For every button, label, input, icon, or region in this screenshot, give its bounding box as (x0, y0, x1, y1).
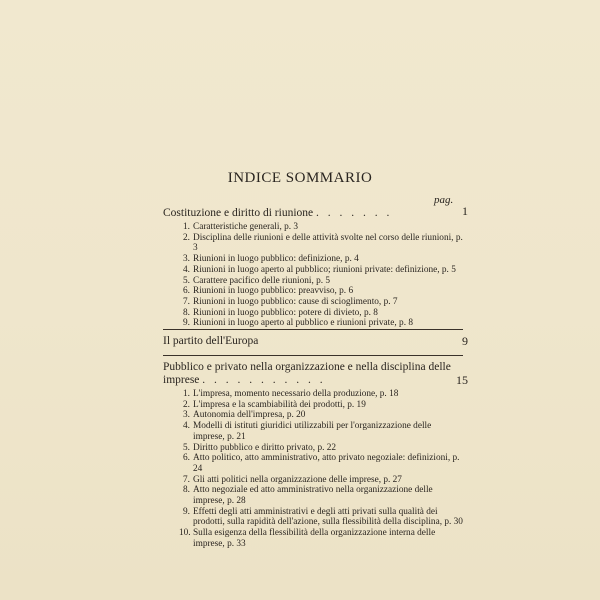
list-item[interactable] (179, 318, 463, 329)
item-text: Sulla esigenza della flessibilità della organizzazione interna delle imprese, p. 33 (193, 528, 436, 549)
item-number: 2. (183, 399, 190, 410)
item-number: 3. (183, 410, 190, 421)
section-title: Pubblico e privato nella organizzazione e nella disciplina delle imprese (163, 361, 451, 386)
item-number: 8. (183, 307, 190, 318)
toc-section (163, 334, 468, 348)
item-text: Autonomia dell'impresa, p. 20 (193, 410, 306, 421)
section-page-number: 15 (456, 373, 468, 387)
item-text: Riunioni in luogo aperto al pubblico; riunioni private: definizione, p. 5 (193, 264, 456, 275)
list-item[interactable] (179, 297, 463, 308)
toc-section-heading[interactable] (163, 361, 468, 387)
list-item[interactable] (179, 286, 463, 297)
list-item[interactable] (179, 528, 463, 549)
section-title: Costituzione e diritto di riunione (163, 207, 314, 219)
list-item[interactable] (179, 233, 463, 254)
item-number: 4. (183, 264, 190, 275)
list-item[interactable] (179, 475, 463, 486)
list-item[interactable] (179, 507, 463, 528)
item-text: L'impresa, momento necessario della produzione, p. 18 (193, 389, 399, 399)
section-page-number: 1 (462, 204, 468, 218)
item-number: 5. (183, 442, 190, 453)
list-item[interactable] (179, 485, 463, 506)
item-number: 1. (183, 389, 190, 399)
toc-section-heading[interactable] (163, 334, 468, 348)
item-text: Effetti degli atti amministrativi e degli atti privati sulla qualità dei prodotti, sulla rapidità dell'azione, sulla flessibilità della disciplina, p. 30 (193, 506, 463, 528)
item-number: 10. (179, 528, 191, 539)
item-number: 9. (183, 318, 190, 329)
list-item[interactable] (179, 389, 463, 400)
item-text: Riunioni in luogo aperto al pubblico e riunioni private, p. 8 (193, 318, 413, 329)
item-text: Caratteristiche generali, p. 3 (193, 222, 299, 232)
item-text: Modelli di istituti giuridici utilizzabili per l'organizzazione delle imprese, p. 21 (193, 421, 432, 442)
item-text: Carattere pacifico delle riunioni, p. 5 (193, 275, 331, 286)
toc-section-heading[interactable] (163, 204, 468, 220)
item-number: 6. (183, 286, 190, 297)
list-item[interactable] (179, 443, 463, 454)
leader-dots: . . . . . . . . . . . (202, 374, 326, 386)
list-item[interactable] (179, 222, 463, 233)
section-divider (163, 355, 463, 356)
item-text: Diritto pubblico e diritto privato, p. 22 (193, 442, 337, 453)
item-number: 5. (183, 275, 190, 286)
item-text: Riunioni in luogo pubblico: cause di scioglimento, p. 7 (193, 296, 398, 307)
list-item[interactable] (179, 265, 463, 276)
item-number: 2. (183, 232, 190, 243)
leader-dots: . . . . . . . (316, 207, 393, 219)
item-text: Gli atti politici nella organizzazione delle imprese, p. 27 (193, 474, 402, 485)
item-text: L'impresa e la scambiabilità dei prodotti, p. 19 (193, 399, 366, 410)
list-item[interactable] (179, 308, 463, 319)
page-column-label: pag. (434, 194, 454, 206)
list-item[interactable] (179, 421, 463, 442)
item-number: 9. (183, 506, 190, 517)
item-text: Atto negoziale ed atto amministrativo nella organizzazione delle imprese, p. 28 (193, 485, 433, 507)
item-number: 3. (183, 254, 190, 265)
list-item[interactable] (179, 276, 463, 287)
item-text: Riunioni in luogo pubblico: preavviso, p. 6 (193, 286, 354, 297)
list-item[interactable] (179, 254, 463, 265)
item-number: 4. (183, 421, 190, 432)
item-number: 1. (183, 222, 190, 232)
item-number: 8. (183, 485, 190, 496)
item-text: Atto politico, atto amministrativo, atto privato negoziale: definizioni, p. 24 (193, 453, 460, 474)
toc-section (163, 361, 468, 550)
list-item[interactable] (179, 400, 463, 411)
item-text: Disciplina delle riunioni e delle attività svolte nel corso delle riunioni, p. 3 (193, 232, 463, 254)
section-divider (163, 329, 463, 330)
list-item[interactable] (179, 453, 463, 474)
list-item[interactable] (179, 410, 463, 421)
item-number: 7. (183, 474, 190, 485)
item-text: Riunioni in luogo pubblico: potere di divieto, p. 8 (193, 307, 378, 318)
item-number: 6. (183, 453, 190, 464)
toc-section (163, 204, 468, 329)
section-title: Il partito dell'Europa (163, 335, 259, 347)
toc-subitems (163, 222, 463, 329)
item-number: 7. (183, 296, 190, 307)
toc-subitems (163, 389, 463, 550)
section-page-number: 9 (462, 334, 468, 348)
item-text: Riunioni in luogo pubblico: definizione, p. 4 (193, 254, 359, 265)
page-title: INDICE SOMMARIO (227, 170, 373, 186)
